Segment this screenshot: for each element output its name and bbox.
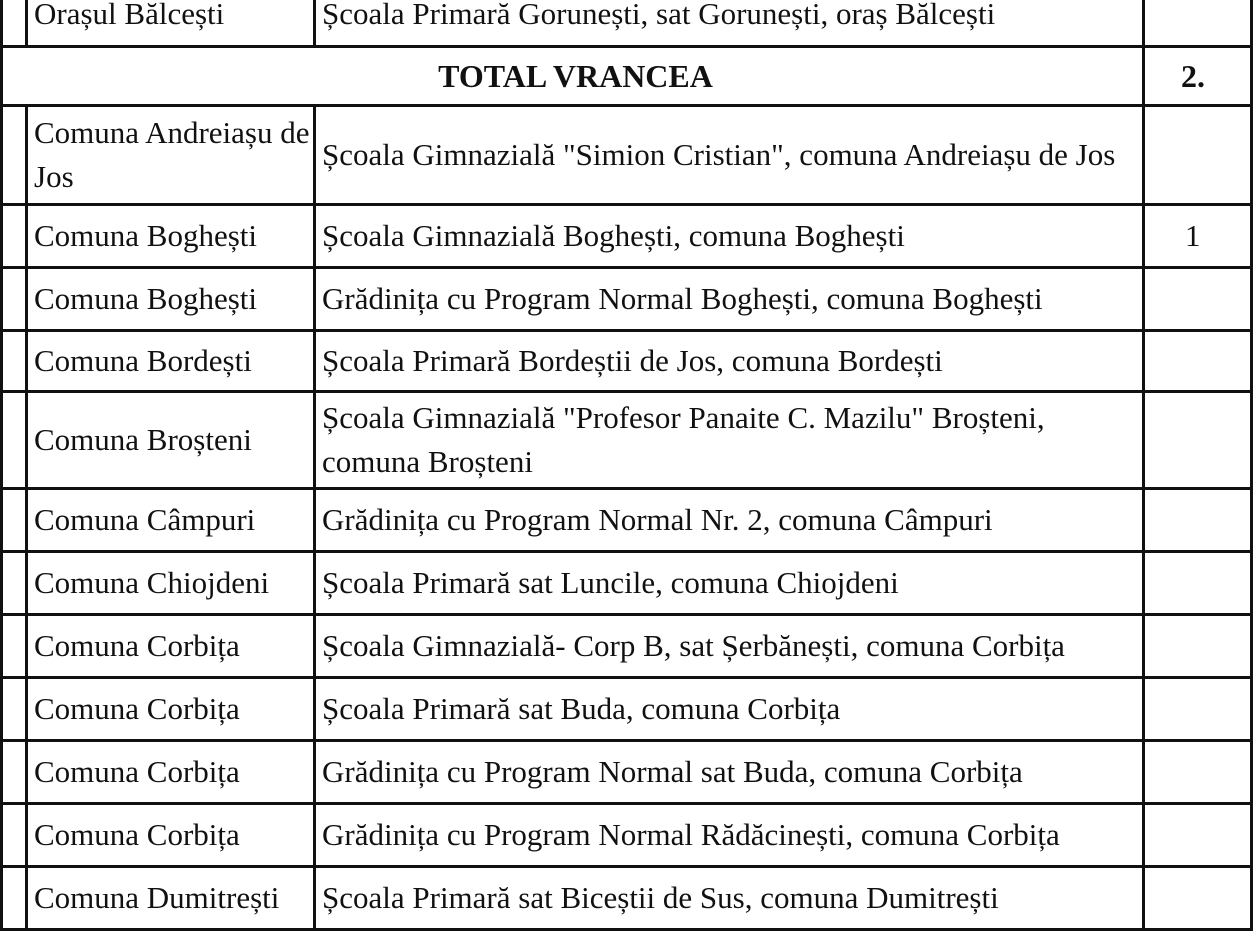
value-cell	[1144, 867, 1252, 930]
index-cell	[2, 678, 27, 741]
locality-cell: Comuna Andreiașu de Jos	[27, 106, 315, 205]
index-cell	[2, 106, 27, 205]
table-row	[2, 867, 1252, 930]
table-row	[2, 268, 1252, 331]
locality-cell: Comuna Bordești	[27, 331, 315, 392]
total-value: 2.	[1144, 47, 1252, 106]
school-cell: Școala Primară Gorunești, sat Gorunești, oraș Bălcești	[315, 0, 1144, 47]
locality-cell: Comuna Broșteni	[27, 392, 315, 489]
school-cell: Școala Primară sat Biceștii de Sus, comuna Dumitrești	[315, 867, 1144, 930]
index-cell	[2, 331, 27, 392]
value-cell	[1144, 552, 1252, 615]
index-cell	[2, 741, 27, 804]
school-cell: Grădinița cu Program Normal Nr. 2, comuna Câmpuri	[315, 489, 1144, 552]
locality-cell: Comuna Corbița	[27, 678, 315, 741]
value-cell	[1144, 615, 1252, 678]
value-cell	[1144, 268, 1252, 331]
index-cell	[2, 552, 27, 615]
table-row	[2, 678, 1252, 741]
locality-cell: Comuna Corbița	[27, 615, 315, 678]
table-row	[2, 205, 1252, 268]
locality-cell: Comuna Corbița	[27, 741, 315, 804]
table-row	[2, 741, 1252, 804]
value-cell	[1144, 0, 1252, 47]
school-cell: Grădinița cu Program Normal Boghești, comuna Boghești	[315, 268, 1144, 331]
value-cell	[1144, 331, 1252, 392]
index-cell	[2, 615, 27, 678]
school-cell: Școala Gimnazială- Corp B, sat Șerbănești, comuna Corbița	[315, 615, 1144, 678]
value-cell	[1144, 678, 1252, 741]
locality-cell: Comuna Corbița	[27, 804, 315, 867]
index-cell	[2, 489, 27, 552]
locality-cell: Comuna Câmpuri	[27, 489, 315, 552]
school-cell: Școala Gimnazială "Profesor Panaite C. Mazilu" Broșteni, comuna Broșteni	[315, 392, 1144, 489]
table-row	[2, 804, 1252, 867]
school-cell: Școala Gimnazială Boghești, comuna Boghești	[315, 205, 1144, 268]
table-row	[2, 489, 1252, 552]
total-row	[2, 47, 1252, 106]
value-cell: 1	[1144, 205, 1252, 268]
index-cell	[2, 867, 27, 930]
value-cell	[1144, 106, 1252, 205]
locality-cell: Comuna Boghești	[27, 268, 315, 331]
total-label: TOTAL VRANCEA	[2, 47, 1144, 106]
table-row	[2, 615, 1252, 678]
table-row	[2, 331, 1252, 392]
school-cell: Grădinița cu Program Normal Rădăcinești, comuna Corbița	[315, 804, 1144, 867]
table-row	[2, 392, 1252, 489]
table-row	[2, 552, 1252, 615]
locality-cell: Comuna Chiojdeni	[27, 552, 315, 615]
school-cell: Școala Primară Bordeștii de Jos, comuna Bordești	[315, 331, 1144, 392]
value-cell	[1144, 804, 1252, 867]
index-cell	[2, 0, 27, 47]
locality-cell: Orașul Bălcești	[27, 0, 315, 47]
school-cell: Școala Primară sat Luncile, comuna Chiojdeni	[315, 552, 1144, 615]
school-cell: Școala Gimnazială "Simion Cristian", comuna Andreiașu de Jos	[315, 106, 1144, 205]
value-cell	[1144, 392, 1252, 489]
value-cell	[1144, 741, 1252, 804]
locality-cell: Comuna Boghești	[27, 205, 315, 268]
table-row	[2, 0, 1252, 47]
locality-cell: Comuna Dumitrești	[27, 867, 315, 930]
school-cell: Grădinița cu Program Normal sat Buda, comuna Corbița	[315, 741, 1144, 804]
table-row	[2, 106, 1252, 205]
index-cell	[2, 268, 27, 331]
index-cell	[2, 804, 27, 867]
value-cell	[1144, 489, 1252, 552]
index-cell	[2, 392, 27, 489]
index-cell	[2, 205, 27, 268]
school-cell: Școala Primară sat Buda, comuna Corbița	[315, 678, 1144, 741]
